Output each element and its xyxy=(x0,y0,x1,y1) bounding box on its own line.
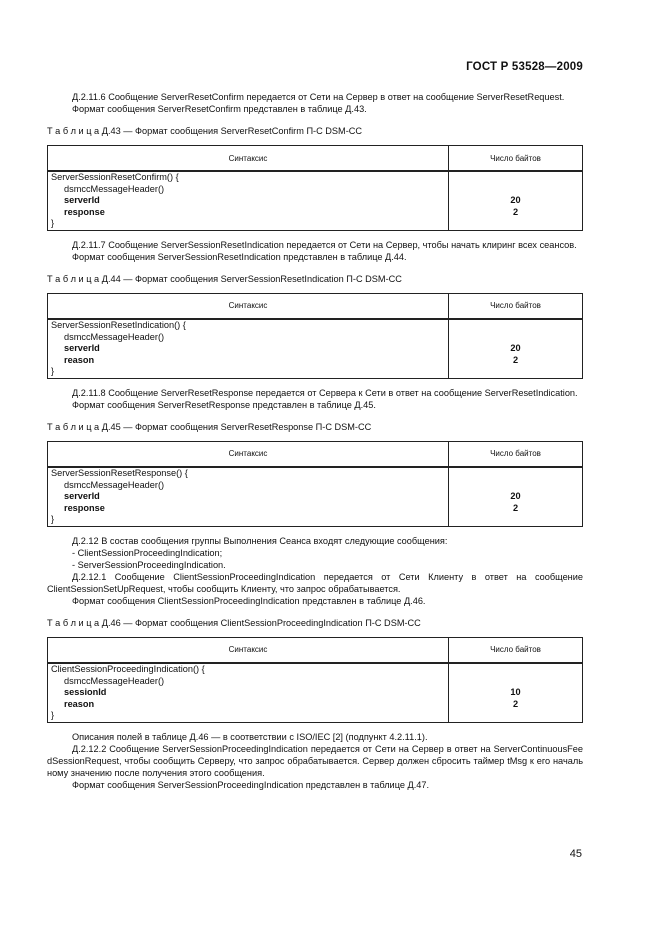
paragraph: Д.2.12 В состав сообщения группы Выполнения Сеанса входят следующие сообщения: xyxy=(72,535,448,546)
list-item: - ServerSessionProceedingIndication. xyxy=(72,559,226,570)
bytes-cell xyxy=(449,663,583,722)
table-caption: Т а б л и ц а Д.44 — Формат сообщения ServerSessionResetIndication П-С DSM-CC xyxy=(47,273,402,284)
format-table xyxy=(47,145,583,231)
page-number: 45 xyxy=(569,848,582,860)
syntax-line: } xyxy=(51,218,55,229)
syntax-line: } xyxy=(51,514,55,525)
field-bytes: 2 xyxy=(512,698,519,709)
paragraph: Формат сообщения ServerResetConfirm представлен в таблице Д.43. xyxy=(72,104,367,114)
field-name: reason xyxy=(64,354,95,365)
table-caption: Т а б л и ц а Д.43 — Формат сообщения ServerResetConfirm П-С DSM-CC xyxy=(47,126,363,136)
syntax-line: dsmccMessageHeader() xyxy=(64,675,165,686)
paragraph: Формат сообщения ServerSessionResetIndication представлен в таблице Д.44. xyxy=(72,251,407,262)
column-header-bytes: Число байтов xyxy=(449,637,583,663)
field-bytes: 2 xyxy=(512,502,519,513)
syntax-cell xyxy=(48,467,449,526)
bytes-cell xyxy=(449,467,583,526)
field-name: response xyxy=(64,502,105,513)
bytes-cell xyxy=(449,319,583,378)
syntax-line: dsmccMessageHeader() xyxy=(64,331,165,342)
paragraph: Описания полей в таблице Д.46 — в соответствии с ISO/IEC [2] (подпункт 4.2.11.1). xyxy=(72,731,428,742)
field-bytes: 20 xyxy=(510,491,521,502)
format-table xyxy=(47,293,583,379)
paragraph: Д.2.11.7 Сообщение ServerSessionResetIndication передается от Сети на Сервер, чтобы начать клиринг всех сеансов. xyxy=(72,239,577,250)
syntax-cell xyxy=(48,663,449,722)
table-caption: Т а б л и ц а Д.46 — Формат сообщения ClientSessionProceedingIndication П-С DSM-CC xyxy=(47,617,421,628)
field-bytes: 10 xyxy=(510,687,521,698)
format-table xyxy=(47,441,583,527)
list-item: - ClientSessionProceedingIndication; xyxy=(72,547,223,558)
syntax-line: ServerSessionResetResponse() { xyxy=(51,467,188,478)
column-header-syntax: Синтаксис xyxy=(48,441,449,467)
column-header-syntax: Синтаксис xyxy=(48,637,449,663)
syntax-line: } xyxy=(51,366,55,377)
column-header-bytes: Число байтов xyxy=(449,441,583,467)
column-header-bytes: Число байтов xyxy=(449,293,583,319)
field-bytes: 20 xyxy=(510,343,521,354)
document-header: ГОСТ Р 53528—2009 xyxy=(466,61,583,73)
paragraph: Д.2.12.2 Сообщение ServerSessionProceedingIndication передается от Сети на Сервер в ответ на ServerContinuousFeedSessionRequest, чтобы сообщить Серверу, что запрос обрабатывается. Сервер должен сбросить таймер tMsg к его начальному значению после получения этого сообщения. xyxy=(47,743,583,778)
bytes-cell xyxy=(449,171,583,230)
column-header-syntax: Синтаксис xyxy=(48,293,449,319)
column-header-bytes: Число байтов xyxy=(449,146,583,172)
paragraph: Д.2.12.1 Сообщение ClientSessionProceedingIndication передается от Сети Клиенту в ответ на сообщение ClientSessionSetUpRequest, чтобы сообщить Клиенту, что запрос обрабатывается. xyxy=(47,571,583,594)
format-table xyxy=(47,637,583,723)
page-body xyxy=(47,91,583,791)
field-name: sessionId xyxy=(64,687,107,698)
field-bytes: 2 xyxy=(512,354,519,365)
field-name: serverId xyxy=(64,491,100,502)
paragraph: Д.2.11.8 Сообщение ServerResetResponse передается от Сервера к Сети в ответ на сообщение ServerResetIndication. xyxy=(72,387,578,398)
field-name: response xyxy=(64,206,105,217)
syntax-line: dsmccMessageHeader() xyxy=(64,183,165,194)
field-name: serverId xyxy=(64,195,100,206)
field-bytes: 20 xyxy=(510,195,521,206)
syntax-line: ClientSessionProceedingIndication() { xyxy=(51,663,205,674)
paragraph: Формат сообщения ServerResetResponse представлен в таблице Д.45. xyxy=(72,399,376,410)
table-caption: Т а б л и ц а Д.45 — Формат сообщения ServerResetResponse П-С DSM-CC xyxy=(47,421,372,432)
syntax-cell xyxy=(48,319,449,378)
field-bytes: 2 xyxy=(512,206,519,217)
paragraph: Формат сообщения ServerSessionProceedingIndication представлен в таблице Д.47. xyxy=(72,779,430,790)
column-header-syntax: Синтаксис xyxy=(48,146,449,172)
paragraph: Д.2.11.6 Сообщение ServerResetConfirm передается от Сети на Сервер в ответ на сообщение ServerResetRequest. xyxy=(72,92,565,102)
field-name: serverId xyxy=(64,343,100,354)
field-name: reason xyxy=(64,698,95,709)
paragraph: Формат сообщения ClientSessionProceedingIndication представлен в таблице Д.46. xyxy=(72,595,426,606)
syntax-cell xyxy=(48,171,449,230)
syntax-line: } xyxy=(51,710,55,721)
syntax-line: ServerSessionResetConfirm() { xyxy=(51,172,179,182)
syntax-line: ServerSessionResetIndication() { xyxy=(51,319,186,330)
syntax-line: dsmccMessageHeader() xyxy=(64,479,165,490)
